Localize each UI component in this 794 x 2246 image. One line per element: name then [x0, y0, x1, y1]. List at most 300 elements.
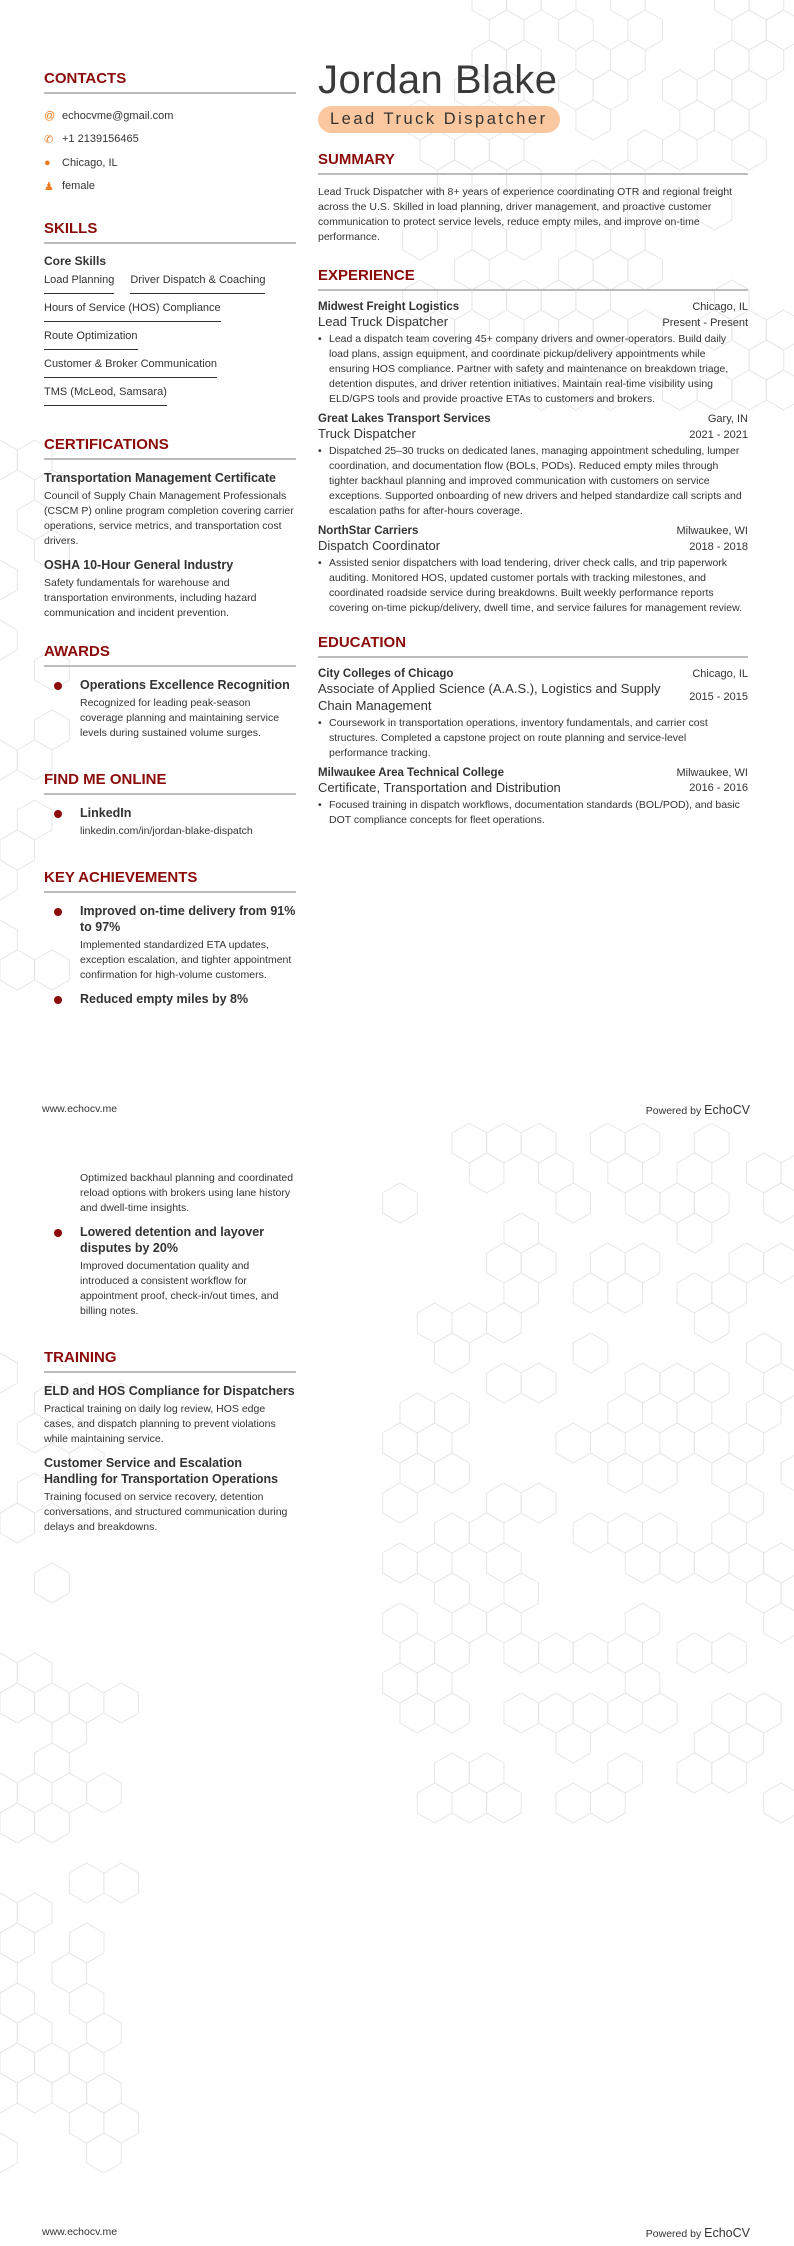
hexagon-shape [559, 10, 594, 50]
hexagon-shape [487, 1243, 522, 1283]
hexagon-shape [0, 2043, 35, 2083]
hexagon-shape [764, 1543, 794, 1583]
experience-entry [318, 413, 748, 519]
hexagon-shape [0, 2013, 17, 2053]
awards-description: Recognized for leading peak-season coverage planning and maintaining service levels during sustained volume surges. [80, 697, 280, 739]
hexagon-shape [435, 1753, 470, 1793]
bullet-item: • Coursework in transportation operations, inventory fundamentals, and carrier cost structures. Completed a capstone project on route planning and service-level performance tracking. [318, 716, 748, 761]
hexagon-shape [0, 1653, 17, 1693]
hexagon-shape [0, 1893, 17, 1933]
hexagon-shape [625, 1663, 660, 1703]
hexagon-shape [556, 1183, 591, 1223]
hexagon-shape [746, 1153, 781, 1193]
hexagon-shape [539, 1633, 574, 1673]
training-heading: TRAINING [44, 1349, 296, 1373]
hexagon-shape [556, 1423, 591, 1463]
hexagon-shape [0, 830, 35, 870]
awards-item [44, 677, 296, 749]
hexagon-shape [52, 2073, 87, 2113]
hexagon-shape [469, 1753, 504, 1793]
hexagon-shape [764, 1243, 794, 1283]
bullet-dot-icon [44, 805, 80, 847]
hexagon-shape [452, 1303, 487, 1343]
hexagon-shape [746, 1693, 781, 1733]
hexagon-shape [0, 1803, 35, 1843]
certifications-section [44, 436, 296, 621]
hexagon-shape [729, 1543, 764, 1583]
school-name: City Colleges of Chicago [318, 668, 454, 680]
hexagon-shape [35, 1683, 70, 1723]
item-body [80, 677, 296, 749]
hexagon-shape [487, 1783, 522, 1823]
hexagon-shape [417, 1783, 452, 1823]
hexagon-shape [643, 1453, 678, 1493]
candidate-name: Jordan Blake [318, 58, 558, 102]
left-column-continued [44, 1168, 296, 1561]
hexagon-shape [625, 1123, 660, 1163]
footer-site-link[interactable]: www.echocv.me [42, 2226, 118, 2238]
hexagon-shape [417, 1543, 452, 1583]
school-location: Chicago, IL [692, 668, 748, 680]
job-role: Truck Dispatcher [318, 426, 416, 441]
brand-name: EchoCV [704, 1103, 750, 1117]
hexagon-shape [573, 1513, 608, 1553]
hexagon-shape [487, 1543, 522, 1583]
location-pin-icon: ● [44, 156, 51, 169]
entry-header [318, 301, 748, 313]
hexagon-shape [591, 1123, 626, 1163]
hexagon-shape [0, 2133, 17, 2173]
school-location: Milwaukee, WI [676, 767, 748, 779]
bullet-dot-icon [44, 677, 80, 749]
hexagon-shape [781, 1573, 794, 1613]
hexagon-shape [17, 1653, 52, 1693]
online-url[interactable]: linkedin.com/in/jordan-blake-dispatch [80, 825, 253, 837]
hexagon-shape [469, 1153, 504, 1193]
phone-text: +1 2139156465 [62, 133, 139, 146]
hexagon-shape [17, 2073, 52, 2113]
hexagon-shape [69, 1923, 104, 1963]
hexagon-shape [729, 1243, 764, 1283]
hexagon-shape [781, 1153, 794, 1193]
item-body [80, 805, 253, 847]
hexagon-shape [729, 1483, 764, 1523]
online-section [44, 771, 296, 847]
skills-list [44, 274, 296, 414]
contact-email[interactable] [44, 104, 296, 128]
hexagon-shape [766, 370, 794, 410]
hexagon-shape [417, 1423, 452, 1463]
hexagon-shape [0, 1953, 17, 1993]
hexagon-shape [35, 1803, 70, 1843]
bullet-list [318, 332, 748, 407]
hexagon-shape [714, 0, 749, 20]
hexagon-shape [746, 1573, 781, 1613]
entry-header [318, 525, 748, 537]
hexagon-shape [712, 1693, 747, 1733]
training-section [44, 1349, 296, 1535]
hexagon-shape [0, 950, 35, 990]
contact-phone[interactable] [44, 128, 296, 152]
hexagon-shape [591, 1423, 626, 1463]
entry-subheader [318, 425, 748, 442]
achievements-item [44, 1168, 296, 1224]
hexagon-shape [487, 1303, 522, 1343]
contacts-section [44, 70, 296, 198]
hexagon-shape [435, 1393, 470, 1433]
hexagon-shape [104, 1683, 139, 1723]
hexagon-shape [469, 1513, 504, 1553]
hexagon-shape [628, 10, 663, 50]
achievements-title: Lowered detention and layover disputes by 20% [80, 1225, 265, 1255]
hexagon-shape [487, 1123, 522, 1163]
hexagon-shape [0, 1923, 35, 1963]
achievements-title: Improved on-time delivery from 91% to 97% [80, 904, 296, 934]
hexagon-shape [0, 560, 17, 600]
hexagon-shape [611, 0, 646, 20]
bullet-item: • Assisted senior dispatchers with load tendering, driver check calls, and trip paperwork auditing. Monitored HOS, updated customer portals with tracking milestones, and coordinated roadside service during breakdowns. Built weekly performance reports covering on-time pickup/delivery, dwell time, and service failures for management review. [318, 556, 748, 616]
hexagon-shape [69, 1863, 104, 1903]
contact-location [44, 151, 296, 175]
hexagon-shape [435, 1633, 470, 1673]
hexagon-shape [104, 2103, 139, 2143]
hexagon-shape [0, 620, 17, 660]
hexagon-shape [69, 2103, 104, 2143]
hexagon-shape [625, 1363, 660, 1403]
footer-powered[interactable] [646, 2226, 750, 2240]
achievements-description: Optimized backhaul planning and coordinated reload options with brokers using lane history and dwell-time insights. [80, 1172, 294, 1214]
achievements-item [44, 1224, 296, 1327]
skills-heading: SKILLS [44, 220, 296, 244]
hexagon-shape [487, 1483, 522, 1523]
hexagon-shape [489, 10, 524, 50]
hexagon-shape [608, 1273, 643, 1313]
hexagon-shape [435, 1513, 470, 1553]
job-title-badge: Lead Truck Dispatcher [318, 106, 560, 133]
hexagon-shape [764, 1603, 794, 1643]
hexagon-shape [0, 2073, 17, 2113]
right-column [318, 58, 748, 834]
spacer [44, 1168, 80, 1224]
hexagon-shape [694, 1183, 729, 1223]
hexagon-shape [591, 1243, 626, 1283]
hexagon-shape [383, 1423, 418, 1463]
bullet-list [318, 556, 748, 616]
item-body [80, 903, 296, 991]
education-dates: 2016 - 2016 [689, 781, 748, 794]
company-location: Gary, IN [707, 413, 748, 425]
hexagon-shape [643, 1393, 678, 1433]
hexagon-shape [87, 1773, 122, 1813]
skill-tag: Route Optimization [44, 330, 138, 350]
hexagon-shape [504, 1633, 539, 1673]
hexagon-shape [660, 1543, 695, 1583]
achievements-item [44, 903, 296, 991]
hexagon-shape [541, 0, 576, 20]
hexagon-shape [383, 1483, 418, 1523]
bullet-dot-icon [44, 903, 80, 991]
person-icon: ♟ [44, 180, 54, 193]
hexagon-shape [417, 1303, 452, 1343]
hexagon-shape [694, 1363, 729, 1403]
hexagon-shape [766, 10, 794, 50]
awards-title: Operations Excellence Recognition [80, 678, 290, 692]
training-title: ELD and HOS Compliance for Dispatchers [44, 1384, 295, 1398]
company-location: Chicago, IL [692, 301, 748, 313]
hexagon-shape [556, 1723, 591, 1763]
hexagon-shape [383, 1183, 418, 1223]
hexagon-shape [677, 1153, 712, 1193]
hexagon-shape [556, 1783, 591, 1823]
degree: Associate of Applied Science (A.A.S.), Logistics and Supply Chain Management [318, 681, 661, 713]
achievements-section [44, 869, 296, 1007]
hexagon-shape [643, 1513, 678, 1553]
bullet-item: • Dispatched 25–30 trucks on dedicated lanes, managing appointment scheduling, lumper coordination, and documentation flow (BOLs, PODs). Reduced empty miles through tighter backhaul planning and improved communication with customers on service exceptions. Supported onboarding of new drivers and helped standardize call scripts and escalation paths for after-hours coverage. [318, 444, 748, 519]
experience-heading: EXPERIENCE [318, 267, 748, 291]
hexagon-shape [487, 1603, 522, 1643]
hexagon-shape [625, 1183, 660, 1223]
hexagon-shape [625, 1543, 660, 1583]
bullet-item: • Lead a dispatch team covering 45+ company drivers and owner-operators. Build daily load plans, assign equipment, and coordinate pickup/delivery appointments while ensuring HOS compliance. Partner with safety and maintenance on breakdown triage, detention disputes, and driver retention initiatives. Maintain real-time visibility using ELD/GPS tools and provide proactive ETAs to customers and brokers. [318, 332, 748, 407]
hexagon-shape [573, 1633, 608, 1673]
bullet-list [318, 444, 748, 519]
hexagon-shape [608, 1153, 643, 1193]
hexagon-shape [504, 1573, 539, 1613]
hexagon-shape [766, 310, 794, 350]
hexagon-shape [746, 1393, 781, 1433]
hexagon-shape [712, 1273, 747, 1313]
hexagon-shape [472, 0, 507, 20]
hexagon-shape [507, 0, 542, 20]
resume-page-2 [0, 1123, 794, 2246]
degree: Certificate, Transportation and Distribution [318, 780, 561, 795]
hexagon-shape [694, 1303, 729, 1343]
hexagon-shape [104, 1863, 139, 1903]
hexagon-shape [69, 2043, 104, 2083]
training-description: Training focused on service recovery, detention conversations, and structured communication during delays and breakdowns. [44, 1491, 288, 1533]
hexagon-shape [781, 1453, 794, 1493]
skill-tag: Load Planning [44, 274, 114, 294]
company-name: Midwest Freight Logistics [318, 301, 460, 313]
hexagon-shape [17, 1773, 52, 1813]
hexagon-shape [625, 1243, 660, 1283]
achievements-description: Improved documentation quality and introduced a consistent workflow for appointment proof, check-in/out times, and billing notes. [80, 1260, 279, 1317]
hexagon-shape [764, 1183, 794, 1223]
skills-group: Core Skills [44, 254, 107, 268]
entry-subheader [318, 680, 748, 714]
hexagon-shape [746, 1333, 781, 1373]
hexagon-shape [400, 1693, 435, 1733]
hexagon-shape [35, 1743, 70, 1783]
hexagon-shape [608, 1693, 643, 1733]
bullet-list [318, 716, 748, 761]
hexagon-shape [729, 1723, 764, 1763]
powered-by-text: Powered by [645, 1105, 702, 1117]
experience-entry [318, 525, 748, 616]
hexagon-shape [694, 1543, 729, 1583]
hexagon-shape [0, 1353, 17, 1393]
hexagon-shape [0, 1683, 35, 1723]
hexagon-shape [383, 1543, 418, 1583]
hexagon-shape [87, 2013, 122, 2053]
hexagon-shape [435, 1333, 470, 1373]
job-dates: 2018 - 2018 [689, 541, 748, 553]
certifications-heading: CERTIFICATIONS [44, 436, 296, 460]
hexagon-shape [521, 1243, 556, 1283]
hexagon-shape [0, 1773, 17, 1813]
hexagon-shape [0, 920, 17, 960]
online-heading: FIND ME ONLINE [44, 771, 296, 795]
hexagon-shape [732, 10, 767, 50]
education-entry [318, 767, 748, 828]
certifications-description: Safety fundamentals for warehouse and transportation environments, including hazard communication and incident prevention. [44, 577, 257, 619]
hexagon-shape [52, 1953, 87, 1993]
hexagon-shape [521, 1363, 556, 1403]
job-dates: 2021 - 2021 [689, 429, 748, 441]
item-body [80, 991, 248, 1007]
hexagon-shape [694, 1723, 729, 1763]
hexagon-shape [729, 1423, 764, 1463]
awards-heading: AWARDS [44, 643, 296, 667]
online-title: LinkedIn [80, 806, 132, 820]
job-role: Dispatch Coordinator [318, 538, 441, 553]
bullet-dot-icon [44, 1224, 80, 1327]
hexagon-shape [677, 1633, 712, 1673]
education-dates: 2015 - 2015 [689, 691, 748, 703]
hexagon-shape [608, 1393, 643, 1433]
hexagon-shape [0, 860, 17, 900]
hexagon-shape [608, 1513, 643, 1553]
job-dates: Present - Present [662, 317, 748, 329]
company-name: NorthStar Carriers [318, 525, 419, 537]
item-body [80, 1224, 296, 1327]
hexagon-shape [0, 440, 17, 480]
hexagon-shape [677, 1213, 712, 1253]
job-role: Lead Truck Dispatcher [318, 314, 449, 329]
hexagon-shape [764, 1783, 794, 1823]
hexagon-shape [69, 1683, 104, 1723]
hexagon-shape [0, 740, 17, 780]
hexagon-shape [749, 40, 784, 80]
hexagon-shape [17, 1893, 52, 1933]
school-name: Milwaukee Area Technical College [318, 767, 504, 779]
bullet-dot-icon [44, 991, 80, 1007]
hexagon-shape [712, 1513, 747, 1553]
hexagon-shape [573, 1693, 608, 1733]
skill-tag: Hours of Service (HOS) Compliance [44, 302, 221, 322]
skill-tag: Driver Dispatch & Coaching [130, 274, 265, 294]
experience-entry [318, 301, 748, 407]
location-text: Chicago, IL [62, 156, 118, 169]
achievements-continued [44, 1168, 296, 1327]
hexagon-shape [643, 1693, 678, 1733]
summary-text: Lead Truck Dispatcher with 8+ years of experience coordinating OTR and regional freight across the U.S. Skilled in load planning, driver management, and proactive customer communication to protect service levels, reduce empty miles, and improve on-time performance. [318, 186, 733, 243]
company-location: Milwaukee, WI [676, 525, 748, 537]
hexagon-shape [35, 2043, 70, 2083]
item-body [80, 1168, 296, 1224]
hexagon-shape [712, 1753, 747, 1793]
footer-powered[interactable] [646, 1103, 750, 1117]
contacts-heading: CONTACTS [44, 70, 296, 94]
hexagon-shape [694, 1123, 729, 1163]
hexagon-shape [400, 1633, 435, 1673]
entry-header [318, 767, 748, 779]
hexagon-shape [487, 1363, 522, 1403]
hexagon-shape [504, 1273, 539, 1313]
hexagon-shape [435, 1573, 470, 1613]
certifications-title: OSHA 10-Hour General Industry [44, 558, 234, 572]
hexagon-shape [52, 1773, 87, 1813]
hexagon-shape [87, 2133, 122, 2173]
summary-heading: SUMMARY [318, 151, 748, 175]
hexagon-shape [591, 1783, 626, 1823]
hexagon-shape [712, 1453, 747, 1493]
achievements-item [44, 991, 296, 1007]
at-icon: @ [44, 109, 56, 122]
phone-icon: ✆ [44, 133, 54, 146]
hexagon-shape [660, 1363, 695, 1403]
hexagon-shape [694, 1423, 729, 1463]
hexagon-shape [35, 1563, 70, 1603]
training-description: Practical training on daily log review, HOS edge cases, and dispatch planning to prevent violations while maintaining service. [44, 1403, 276, 1445]
hexagon-shape [608, 1753, 643, 1793]
entry-subheader [318, 779, 748, 796]
hexagon-shape [660, 1183, 695, 1223]
company-name: Great Lakes Transport Services [318, 413, 491, 425]
achievements-heading: KEY ACHIEVEMENTS [44, 869, 296, 893]
entry-header [318, 668, 748, 680]
awards-section [44, 643, 296, 749]
hexagon-shape [400, 1393, 435, 1433]
email-text: echocvme@gmail.com [62, 109, 174, 122]
hexagon-shape [417, 1663, 452, 1703]
hexagon-shape [625, 1603, 660, 1643]
bullet-list [318, 798, 748, 828]
hexagon-shape [87, 2073, 122, 2113]
bullet-item: • Focused training in dispatch workflows, documentation standards (BOL/POD), and basic DOT compliance concepts for fleet operations. [318, 798, 748, 828]
hexagon-shape [677, 1273, 712, 1313]
footer-site-link[interactable]: www.echocv.me [42, 1103, 118, 1115]
hexagon-shape [521, 1483, 556, 1523]
hexagon-shape [435, 1453, 470, 1493]
hexagon-shape [400, 1453, 435, 1493]
hexagon-shape [660, 1423, 695, 1463]
certifications-title: Transportation Management Certificate [44, 471, 276, 485]
skill-tag: TMS (McLeod, Samsara) [44, 386, 167, 406]
certifications-description: Council of Supply Chain Management Professionals (CSCM P) online program completion covering carrier operations, service metrics, and transportation cost drivers. [44, 490, 294, 547]
gender-text: female [62, 180, 96, 193]
brand-name: EchoCV [704, 2226, 750, 2240]
left-column [44, 70, 296, 1033]
hexagon-shape [749, 340, 784, 380]
hexagon-shape [383, 1603, 418, 1643]
hexagon-shape [504, 1693, 539, 1733]
skills-section [44, 220, 296, 414]
hexagon-shape [573, 1273, 608, 1313]
contact-gender [44, 175, 296, 199]
hexagon-shape [435, 1693, 470, 1733]
hexagon-shape [383, 1663, 418, 1703]
hexagon-shape [452, 1123, 487, 1163]
skill-tag: Customer & Broker Communication [44, 358, 217, 378]
entry-subheader [318, 537, 748, 554]
hexagon-shape [608, 1633, 643, 1673]
hexagon-shape [677, 1393, 712, 1433]
entry-subheader [318, 313, 748, 330]
hexagon-shape [712, 1633, 747, 1673]
achievements-title: Reduced empty miles by 8% [80, 992, 249, 1006]
hexagon-shape [504, 1213, 539, 1253]
